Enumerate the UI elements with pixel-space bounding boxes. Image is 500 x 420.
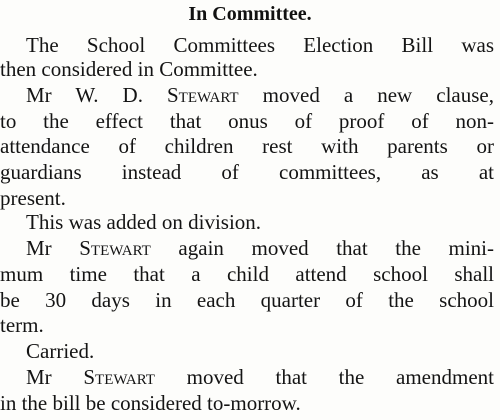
line-text: This was added on division. bbox=[26, 210, 262, 234]
article-line bbox=[0, 108, 494, 134]
line-text: moved a new clause, bbox=[238, 83, 494, 107]
article-line bbox=[26, 338, 494, 364]
article-line bbox=[0, 390, 494, 416]
article-line bbox=[26, 235, 494, 261]
article-line bbox=[0, 133, 494, 159]
line-text: The School Committees Election Bill was bbox=[26, 33, 494, 57]
speaker-name: Stewart bbox=[167, 83, 239, 107]
line-text: then considered in Committee. bbox=[0, 57, 258, 81]
line-text: Mr bbox=[26, 236, 80, 260]
article-line bbox=[0, 261, 494, 287]
article-line bbox=[26, 364, 494, 390]
article-line bbox=[26, 209, 494, 235]
article-line bbox=[0, 56, 494, 82]
line-text: Carried. bbox=[26, 339, 95, 363]
line-text: to the effect that onus of proof of non- bbox=[0, 109, 494, 133]
section-heading: In Committee. bbox=[188, 3, 312, 25]
line-text: moved that the amendment bbox=[154, 365, 494, 389]
article-line bbox=[0, 159, 494, 185]
line-text: Mr bbox=[26, 365, 84, 389]
line-text: be 30 days in each quarter of the school bbox=[0, 288, 494, 312]
article-line bbox=[26, 32, 494, 58]
line-text: attendance of children rest with parents or bbox=[0, 134, 494, 158]
line-text: term. bbox=[0, 313, 44, 337]
line-text: guardians instead of committees, as at bbox=[0, 160, 494, 184]
line-text: Mr W. D. bbox=[26, 83, 167, 107]
article-line bbox=[26, 82, 494, 108]
article-line bbox=[0, 287, 494, 313]
speaker-name: Stewart bbox=[83, 365, 155, 389]
article-line bbox=[0, 185, 494, 211]
article-line bbox=[0, 312, 494, 338]
line-text: present. bbox=[0, 186, 66, 210]
speaker-name: Stewart bbox=[79, 236, 151, 260]
line-text: in the bill be considered to-morrow. bbox=[0, 391, 301, 415]
line-text: again moved that the mini- bbox=[150, 236, 494, 260]
line-text: mum time that a child attend school shall bbox=[0, 262, 494, 286]
